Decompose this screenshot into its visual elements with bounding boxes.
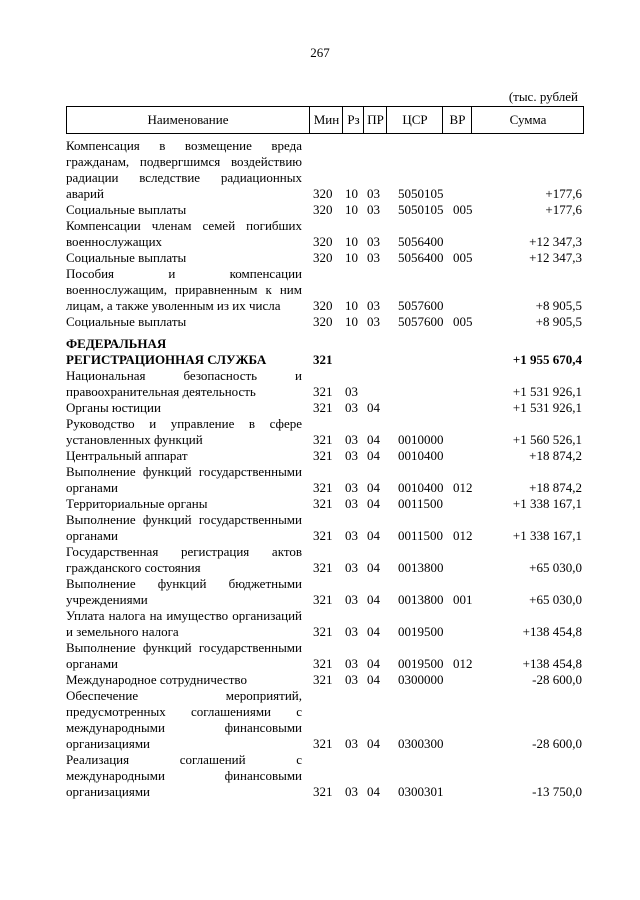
cell-rz: 03 bbox=[345, 496, 358, 511]
cell-rz: 03 bbox=[345, 784, 358, 799]
cell-pr: 04 bbox=[367, 672, 380, 687]
table-row bbox=[0, 368, 640, 400]
cell-pr: 04 bbox=[367, 448, 380, 463]
cell-rz: 10 bbox=[345, 298, 358, 313]
row-name: Выполнение функций государственными органами bbox=[66, 464, 302, 495]
cell-csr: 5056400 bbox=[398, 234, 444, 249]
cell-pr: 03 bbox=[367, 186, 380, 201]
row-codes bbox=[0, 314, 640, 330]
cell-pr: 04 bbox=[367, 528, 380, 543]
cell-rz: 03 bbox=[345, 656, 358, 671]
cell-sum: +18 874,2 bbox=[529, 448, 582, 463]
row-name: Компенсации членам семей погибших военнослужащих bbox=[66, 218, 302, 249]
cell-rz: 10 bbox=[345, 186, 358, 201]
cell-csr: 0010400 bbox=[398, 480, 444, 495]
cell-rz: 03 bbox=[345, 560, 358, 575]
row-name: Социальные выплаты bbox=[66, 314, 187, 329]
table-row bbox=[0, 608, 640, 640]
cell-min: 320 bbox=[313, 234, 333, 249]
cell-sum: +177,6 bbox=[545, 186, 582, 201]
cell-csr: 0011500 bbox=[398, 528, 444, 543]
table-row bbox=[0, 640, 640, 672]
row-name: Обеспечение мероприятий, предусмотренных соглашениями с международными финансовыми организациями bbox=[66, 688, 302, 751]
cell-pr: 04 bbox=[367, 784, 380, 799]
header-pr: ПР bbox=[363, 107, 387, 133]
cell-sum: +8 905,5 bbox=[535, 314, 582, 329]
row-codes bbox=[0, 736, 640, 752]
header-sum: Сумма bbox=[471, 107, 584, 133]
row-codes bbox=[0, 234, 640, 250]
cell-pr: 04 bbox=[367, 736, 380, 751]
table-row bbox=[0, 314, 640, 330]
cell-pr: 04 bbox=[367, 624, 380, 639]
row-codes bbox=[0, 432, 640, 448]
cell-pr: 04 bbox=[367, 400, 380, 415]
cell-vr: 001 bbox=[453, 592, 473, 607]
cell-rz: 03 bbox=[345, 480, 358, 495]
row-codes bbox=[0, 250, 640, 266]
row-name: ФЕДЕРАЛЬНАЯ РЕГИСТРАЦИОННАЯ СЛУЖБА bbox=[66, 336, 267, 367]
cell-csr: 0019500 bbox=[398, 624, 444, 639]
cell-sum: +8 905,5 bbox=[535, 298, 582, 313]
cell-rz: 03 bbox=[345, 448, 358, 463]
cell-csr: 0300000 bbox=[398, 672, 444, 687]
cell-rz: 03 bbox=[345, 384, 358, 399]
table-row bbox=[0, 202, 640, 218]
cell-csr: 0013800 bbox=[398, 592, 444, 607]
cell-sum: +1 338 167,1 bbox=[512, 528, 582, 543]
cell-pr: 04 bbox=[367, 432, 380, 447]
row-codes bbox=[0, 202, 640, 218]
row-codes bbox=[0, 480, 640, 496]
cell-csr: 0013800 bbox=[398, 560, 444, 575]
cell-min: 321 bbox=[313, 560, 333, 575]
row-name: Органы юстиции bbox=[66, 400, 161, 415]
cell-vr: 012 bbox=[453, 480, 473, 495]
cell-rz: 10 bbox=[345, 202, 358, 217]
cell-rz: 03 bbox=[345, 736, 358, 751]
row-name: Территориальные органы bbox=[66, 496, 208, 511]
cell-csr: 0010000 bbox=[398, 432, 444, 447]
cell-pr: 04 bbox=[367, 656, 380, 671]
row-codes bbox=[0, 298, 640, 314]
table-row bbox=[0, 416, 640, 448]
row-name: Уплата налога на имущество организаций и земельного налога bbox=[66, 608, 302, 639]
table-row bbox=[0, 336, 640, 368]
row-codes bbox=[0, 656, 640, 672]
row-name: Выполнение функций бюджетными учреждениями bbox=[66, 576, 302, 607]
cell-sum: +12 347,3 bbox=[529, 250, 582, 265]
row-name: Центральный аппарат bbox=[66, 448, 188, 463]
row-name: Государственная регистрация актов гражданского состояния bbox=[66, 544, 302, 575]
cell-sum: +1 338 167,1 bbox=[512, 496, 582, 511]
cell-vr: 012 bbox=[453, 528, 473, 543]
row-name: Международное сотрудничество bbox=[66, 672, 247, 687]
cell-min: 321 bbox=[313, 496, 333, 511]
cell-vr: 005 bbox=[453, 314, 473, 329]
table-row bbox=[0, 672, 640, 688]
cell-sum: +177,6 bbox=[545, 202, 582, 217]
table-row bbox=[0, 266, 640, 314]
cell-sum: -13 750,0 bbox=[532, 784, 582, 799]
table-body bbox=[0, 138, 640, 800]
cell-pr: 04 bbox=[367, 496, 380, 511]
table-row bbox=[0, 512, 640, 544]
table-row bbox=[0, 138, 640, 202]
cell-rz: 03 bbox=[345, 528, 358, 543]
cell-min: 321 bbox=[313, 352, 333, 367]
cell-pr: 04 bbox=[367, 592, 380, 607]
cell-pr: 03 bbox=[367, 314, 380, 329]
cell-min: 321 bbox=[313, 432, 333, 447]
row-name: Пособия и компенсации военнослужащим, приравненным к ним лицам, а также уволенным из их числа bbox=[66, 266, 302, 313]
header-min: Мин bbox=[309, 107, 343, 133]
cell-csr: 0300300 bbox=[398, 736, 444, 751]
table-row bbox=[0, 448, 640, 464]
table-row bbox=[0, 464, 640, 496]
table-row bbox=[0, 250, 640, 266]
cell-sum: +65 030,0 bbox=[529, 592, 582, 607]
cell-min: 321 bbox=[313, 528, 333, 543]
row-name: Национальная безопасность и правоохранительная деятельность bbox=[66, 368, 302, 399]
table-row bbox=[0, 496, 640, 512]
cell-sum: +1 955 670,4 bbox=[512, 352, 582, 367]
row-codes bbox=[0, 400, 640, 416]
row-codes bbox=[0, 528, 640, 544]
cell-rz: 03 bbox=[345, 432, 358, 447]
table-row bbox=[0, 752, 640, 800]
cell-min: 321 bbox=[313, 672, 333, 687]
cell-min: 321 bbox=[313, 400, 333, 415]
cell-min: 320 bbox=[313, 250, 333, 265]
table-row bbox=[0, 576, 640, 608]
cell-min: 320 bbox=[313, 298, 333, 313]
row-codes bbox=[0, 560, 640, 576]
row-name: Реализация соглашений с международными финансовыми организациями bbox=[66, 752, 302, 799]
cell-csr: 0011500 bbox=[398, 496, 444, 511]
cell-min: 321 bbox=[313, 448, 333, 463]
row-codes bbox=[0, 352, 640, 368]
row-codes bbox=[0, 592, 640, 608]
cell-rz: 10 bbox=[345, 314, 358, 329]
cell-min: 321 bbox=[313, 656, 333, 671]
cell-min: 320 bbox=[313, 314, 333, 329]
cell-min: 321 bbox=[313, 784, 333, 799]
cell-rz: 03 bbox=[345, 592, 358, 607]
cell-min: 321 bbox=[313, 592, 333, 607]
cell-csr: 5057600 bbox=[398, 314, 444, 329]
cell-rz: 10 bbox=[345, 250, 358, 265]
cell-sum: +1 531 926,1 bbox=[512, 400, 582, 415]
cell-pr: 04 bbox=[367, 480, 380, 495]
cell-pr: 03 bbox=[367, 250, 380, 265]
row-codes bbox=[0, 672, 640, 688]
header-name: Наименование bbox=[147, 112, 229, 127]
cell-pr: 03 bbox=[367, 234, 380, 249]
cell-min: 320 bbox=[313, 186, 333, 201]
cell-sum: +18 874,2 bbox=[529, 480, 582, 495]
table-header bbox=[66, 106, 584, 134]
cell-csr: 5057600 bbox=[398, 298, 444, 313]
cell-min: 321 bbox=[313, 384, 333, 399]
cell-csr: 0300301 bbox=[398, 784, 444, 799]
cell-vr: 005 bbox=[453, 202, 473, 217]
cell-vr: 012 bbox=[453, 656, 473, 671]
cell-csr: 0010400 bbox=[398, 448, 444, 463]
cell-sum: +138 454,8 bbox=[522, 656, 582, 671]
cell-rz: 03 bbox=[345, 624, 358, 639]
row-codes bbox=[0, 624, 640, 640]
row-name: Социальные выплаты bbox=[66, 250, 187, 265]
cell-pr: 04 bbox=[367, 560, 380, 575]
cell-csr: 5050105 bbox=[398, 186, 444, 201]
cell-sum: +65 030,0 bbox=[529, 560, 582, 575]
table-row bbox=[0, 544, 640, 576]
header-csr: ЦСР bbox=[386, 107, 443, 133]
cell-pr: 03 bbox=[367, 202, 380, 217]
cell-min: 321 bbox=[313, 624, 333, 639]
cell-csr: 0019500 bbox=[398, 656, 444, 671]
cell-min: 320 bbox=[313, 202, 333, 217]
row-codes bbox=[0, 186, 640, 202]
row-codes bbox=[0, 448, 640, 464]
cell-sum: -28 600,0 bbox=[532, 672, 582, 687]
cell-sum: -28 600,0 bbox=[532, 736, 582, 751]
cell-min: 321 bbox=[313, 736, 333, 751]
cell-min: 321 bbox=[313, 480, 333, 495]
row-codes bbox=[0, 784, 640, 800]
cell-sum: +138 454,8 bbox=[522, 624, 582, 639]
table-row bbox=[0, 218, 640, 250]
table-row bbox=[0, 400, 640, 416]
cell-vr: 005 bbox=[453, 250, 473, 265]
header-vr: ВР bbox=[442, 107, 472, 133]
row-codes bbox=[0, 384, 640, 400]
row-name: Руководство и управление в сфере установленных функций bbox=[66, 416, 302, 447]
row-name: Выполнение функций государственными органами bbox=[66, 512, 302, 543]
units-note: (тыс. рублей bbox=[508, 89, 578, 104]
cell-rz: 03 bbox=[345, 672, 358, 687]
cell-csr: 5056400 bbox=[398, 250, 444, 265]
cell-sum: +1 531 926,1 bbox=[512, 384, 582, 399]
cell-rz: 03 bbox=[345, 400, 358, 415]
cell-rz: 10 bbox=[345, 234, 358, 249]
cell-sum: +1 560 526,1 bbox=[512, 432, 582, 447]
row-codes bbox=[0, 496, 640, 512]
row-name: Социальные выплаты bbox=[66, 202, 187, 217]
row-name: Выполнение функций государственными органами bbox=[66, 640, 302, 671]
table-row bbox=[0, 688, 640, 752]
cell-pr: 03 bbox=[367, 298, 380, 313]
cell-sum: +12 347,3 bbox=[529, 234, 582, 249]
header-rz: Рз bbox=[342, 107, 364, 133]
row-name: Компенсация в возмещение вреда гражданам, подвергшимся воздействию радиации вследствие радиационных аварий bbox=[66, 138, 302, 201]
page-number: 267 bbox=[310, 45, 330, 60]
cell-csr: 5050105 bbox=[398, 202, 444, 217]
